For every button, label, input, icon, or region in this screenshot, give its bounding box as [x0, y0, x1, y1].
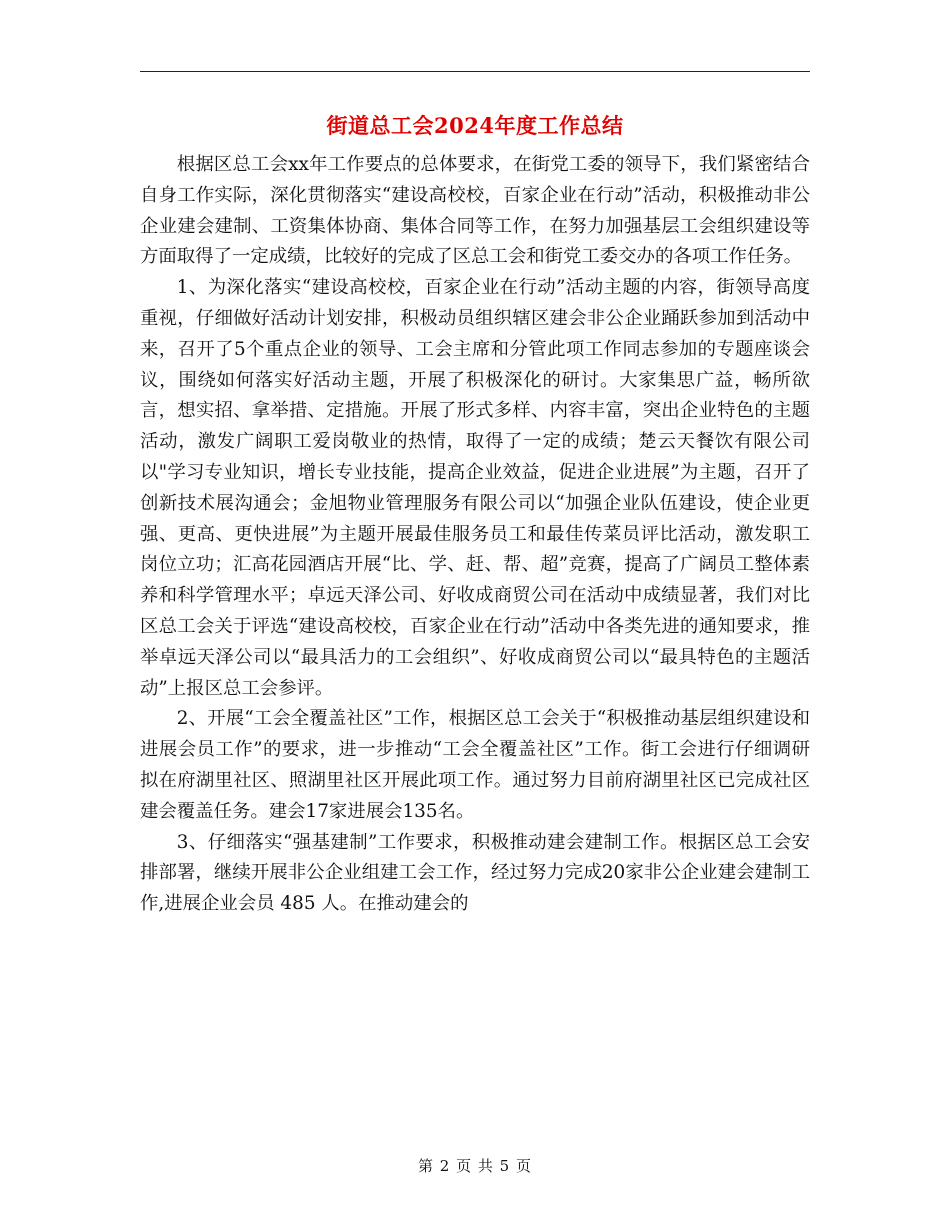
page-number: 第 2 页 共 5 页: [418, 1157, 532, 1175]
paragraph-item-1: 1、为深化落实“建设高校校，百家企业在行动”活动主题的内容，街领导高度重视，仔细做好活动计划安排，积极动员组织辖区建会非公企业踊跃参加到活动中来，召开了5个重点企业的领导、工会主席和分管此项工作同志参加的专题座谈会议，围绕如何落实好活动主题，开展了积极深化的研讨。大家集思广益，畅所欲言，想实招、拿举措、定措施。开展了形式多样、内容丰富，突出企业特色的主题活动，激发广阔职工爱岗敬业的热情，取得了一定的成绩；楚云天餐饮有限公司以"学习专业知识，增长专业技能，提高企业效益，促进企业进展”为主题，召开了创新技术展沟通会；金旭物业管理服务有限公司以“加强企业队伍建设，使企业更强、更高、更快进展”为主题开展最佳服务员工和最佳传菜员评比活动，激发职工岗位立功；汇高花园酒店开展“比、学、赶、帮、超”竞赛，提高了广阔员工整体素养和科学管理水平；卓远天泽公司、好收成商贸公司在活动中成绩显著，我们对比区总工会关于评选“建设高校校，百家企业在行动”活动中各类先进的通知要求，推举卓远天泽公司以“最具活力的工会组织”、好收成商贸公司以“最具特色的主题活动”上报区总工会参评。: [140, 277, 810, 699]
paragraph-item-2: 2、开展“工会全覆盖社区”工作，根据区总工会关于“积极推动基层组织建设和进展会员工作”的要求，进一步推动“工会全覆盖社区”工作。街工会进行仔细调研拟在府湖里社区、照湖里社区开展此项工作。通过努力目前府湖里社区已完成社区建会覆盖任务。建会17家进展会135名。: [140, 708, 810, 822]
header-rule: [140, 71, 810, 72]
paragraph-intro: 根据区总工会xx年工作要点的总体要求，在街党工委的领导下，我们紧密结合自身工作实际，深化贯彻落实“建设高校校，百家企业在行动”活动，积极推动非公企业建会建制、工资集体协商、集体合同等工作，在努力加强基层工会组织建设等方面取得了一定成绩，比较好的完成了区总工会和街党工委交办的各项工作任务。: [140, 154, 810, 268]
paragraph-item-3: 3、仔细落实“强基建制”工作要求，积极推动建会建制工作。根据区总工会安排部署，继续开展非公企业组建工会工作，经过努力完成20家非公企业建会建制工作,进展企业会员 485 人。在推动建会的: [140, 831, 810, 915]
document-body: [140, 150, 810, 920]
document-title: 街道总工会2024年度工作总结: [326, 113, 624, 138]
